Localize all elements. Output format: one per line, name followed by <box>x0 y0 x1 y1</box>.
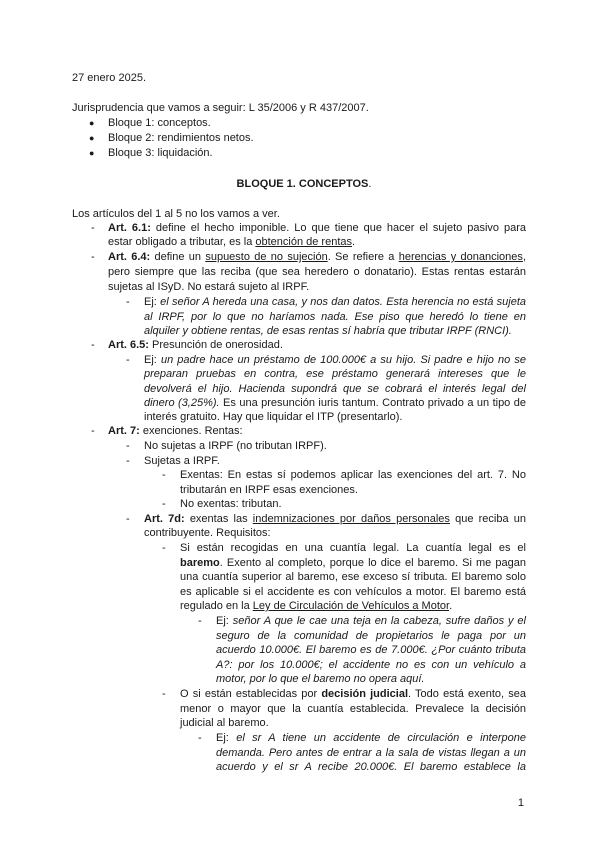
dash-marker: - <box>162 542 166 554</box>
judicial-example-line-2: demanda. Pero antes de entrar a la sala de vistas llegan a un <box>216 747 526 759</box>
jurisprudence-line: Jurisprudencia que vamos a seguir: L 35/2006 y R 437/2007. <box>72 102 369 114</box>
judicial-line-1: O si están establecidas por decisión judicial. Todo está exento, sea <box>180 688 527 700</box>
legal-line-2: baremo. Exento al completo, porque lo dice el baremo. Si me pagan <box>180 557 526 569</box>
dash-marker: - <box>198 732 202 744</box>
bullet-icon: ● <box>89 118 95 128</box>
dash-marker: - <box>162 498 166 510</box>
art-7-no-sujetas: No sujetas a IRPF (no tributan IRPF). <box>144 440 327 452</box>
dash-marker: - <box>91 222 95 234</box>
art-7-exentas-line-2: tributarán en IRPF esas exenciones. <box>180 484 358 496</box>
legal-example-line-1: Ej: señor A que le cae una teja en la cabeza, sufre daños y el <box>216 615 526 627</box>
art-7-line: Art. 7: exenciones. Rentas: <box>108 425 243 437</box>
art-6-5-example-line-5: interés gratuito. Hay que liquidar el ITP (presentarlo). <box>144 411 403 423</box>
art-7-no-exentas: No exentas: tributan. <box>180 498 282 510</box>
dash-marker: - <box>126 455 130 467</box>
art-6-4-line-1: Art. 6.4: define un supuesto de no sujeción. Se refiere a herencias y donanciones, <box>108 251 526 263</box>
art-6-4-example-line-2: al IRPF, por lo que no haríamos nada. Ese piso que heredó lo tiene en <box>144 311 526 323</box>
legal-line-1: Si están recogidas en una cuantía legal. La cuantía legal es el <box>180 542 526 554</box>
legal-line-3: una cuantía superior al baremo, ese exceso sí tributa. El baremo solo <box>180 571 526 583</box>
art-6-1-line-2: estar obligado a tributar, es la obtención de rentas. <box>108 236 356 248</box>
legal-line-5: regulado en la Ley de Circulación de Vehículos a Motor. <box>180 600 453 612</box>
legal-example-line-2: seguro de la comunidad de propietarios le paga por un <box>216 630 526 642</box>
art-6-5-line: Art. 6.5: Presunción de onerosidad. <box>108 339 283 351</box>
dash-marker: - <box>91 425 95 437</box>
date: 27 enero 2025. <box>72 72 147 84</box>
art-7d-line-2: contribuyente. Requisitos: <box>144 527 271 539</box>
art-6-5-example-line-2: preparan pruebas en contra, ese préstamo generará intereses que le <box>144 368 526 380</box>
art-6-1-line-1: Art. 6.1: define el hecho imponible. Lo que tiene que hacer el sujeto pasivo para <box>108 222 526 234</box>
art-6-5-example-line-3: devolverá el hijo. Hacienda supondrá que se cobrará el interés legal del <box>144 383 526 395</box>
dash-marker: - <box>198 615 202 627</box>
legal-example-line-4: A?: por los 10.000€; el accidente no es con un vehículo a <box>216 659 526 671</box>
judicial-line-2: menor o mayor que la cuantía establecida. Prevalece la decisión <box>180 703 526 715</box>
art-6-4-line-3: sujetas al ISyD. No estará sujeto al IRPF. <box>108 281 310 293</box>
judicial-example-line-3: acuerdo y el sr A recibe 20.000€. El baremo establece la <box>216 761 526 773</box>
list-item: Bloque 1: conceptos. <box>108 117 211 129</box>
page-number: 1 <box>517 797 524 809</box>
art-6-4-example-line-3: alquiler y obtiene rentas, de esas rentas sí habría que tributar IRPF (RNCI). <box>144 325 512 337</box>
bullet-icon: ● <box>89 133 95 143</box>
dash-marker: - <box>126 440 130 452</box>
art-6-4-line-2: pero siempre que las reciba (que sea heredero o donatario). Estas rentas estarán <box>108 266 526 278</box>
art-6-5-example-line-4: dinero (3,25%). Es una presunción iuris tantum. Contrato privado a un tipo de <box>144 397 526 409</box>
dash-marker: - <box>162 688 166 700</box>
dash-marker: - <box>91 339 95 351</box>
dash-marker: - <box>126 354 130 366</box>
dash-marker: - <box>162 469 166 481</box>
dash-marker: - <box>91 251 95 263</box>
judicial-line-3: judicial al baremo. <box>180 717 269 729</box>
legal-example-line-5: motor, por lo que el baremo no opera aquí. <box>216 673 425 685</box>
legal-line-4: es aplicable si el accidente es con vehículos a motor. El baremo está <box>180 586 526 598</box>
art-6-5-example-line-1: Ej: un padre hace un préstamo de 100.000€ a su hijo. Si padre e hijo no se <box>144 354 526 366</box>
list-item: Bloque 3: liquidación. <box>108 147 213 159</box>
dash-marker: - <box>126 513 130 525</box>
list-item: Bloque 2: rendimientos netos. <box>108 132 254 144</box>
section-title: BLOQUE 1. CONCEPTOS. <box>236 178 372 190</box>
legal-example-line-3: acuerdo 10.000€. El baremo es de 7.000€. ¿Por cuánto tributa <box>216 644 526 656</box>
art-7-exentas-line-1: Exentas: En estas sí podemos aplicar las exenciones del art. 7. No <box>180 469 526 481</box>
art-7-sujetas: Sujetas a IRPF. <box>144 455 220 467</box>
intro-paragraph: Los artículos del 1 al 5 no los vamos a ver. <box>72 208 280 220</box>
art-6-4-example-line-1: Ej: el señor A hereda una casa, y nos dan datos. Esta herencia no está sujeta <box>144 296 526 308</box>
dash-marker: - <box>126 296 130 308</box>
art-7d-line-1: Art. 7d: exentas las indemnizaciones por daños personales que reciba un <box>144 513 527 525</box>
judicial-example-line-1: Ej: el sr A tiene un accidente de circulación e interpone <box>216 732 526 744</box>
bullet-icon: ● <box>89 148 95 158</box>
